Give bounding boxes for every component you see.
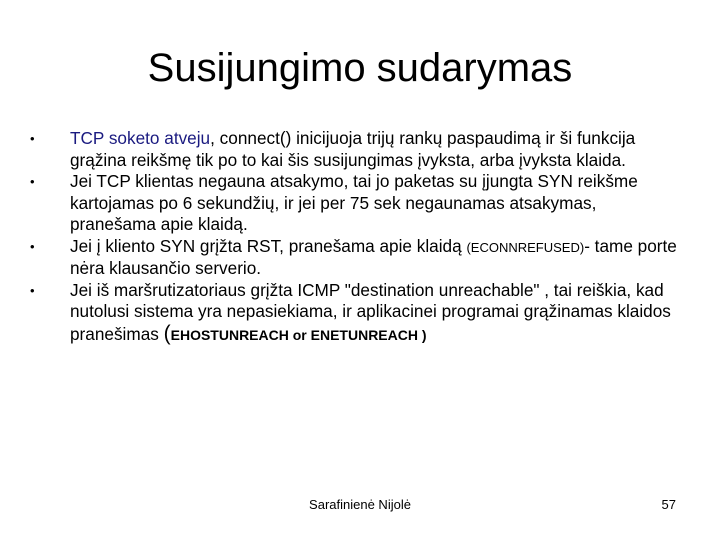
page-number: 57: [661, 497, 676, 512]
bullet-item-3: [30, 236, 680, 280]
bullet-list: [30, 128, 680, 346]
bullet-item-2: [30, 171, 680, 236]
bullet-icon: •: [30, 282, 35, 298]
bullet-4-text: Jei iš maršrutizatoriaus grįžta ICMP "destination unreachable" , tai reiškia, kad nutolusi sistema yra nepasiekiama, ir aplikacinei programai grąžinamas klaidos pranešimas: [70, 279, 671, 344]
bullet-item-1: [30, 128, 680, 171]
bullet-icon: •: [30, 238, 35, 254]
bullet-3-text: Jei į kliento SYN grįžta RST, pranešama apie klaidą: [70, 235, 467, 256]
bullet-4-paren: (: [163, 321, 171, 345]
bullet-3-text-tail: - tame porte nėra klausančio serverio.: [70, 235, 677, 278]
bullet-2-text: Jei TCP klientas negauna atsakymo, tai jo paketas su įjungta SYN reikšme kartojamas po 6 sekundžių, ir jei per 75 sek negaunamas atsakymas, pranešama apie klaidą.: [70, 171, 638, 234]
bullet-1-highlight: TCP soketo atveju: [70, 128, 211, 148]
footer-author: Sarafinienė Nijolė: [309, 497, 411, 512]
bullet-3-code: (ECONNREFUSED): [466, 239, 585, 255]
bullet-item-4: [30, 280, 680, 347]
bullet-icon: •: [30, 131, 35, 146]
bullet-4-code: EHOSTUNREACH or ENETUNREACH ): [170, 326, 427, 343]
slide-title: Susijungimo sudarymas: [147, 46, 573, 90]
bullet-icon: •: [30, 174, 35, 189]
bullet-1-text: , connect() inicijuoja trijų rankų paspaudimą ir ši funkcija grąžina reikšmę tik po to kai šis susijungimas įvyksta, arba įvyksta klaida.: [70, 128, 636, 170]
